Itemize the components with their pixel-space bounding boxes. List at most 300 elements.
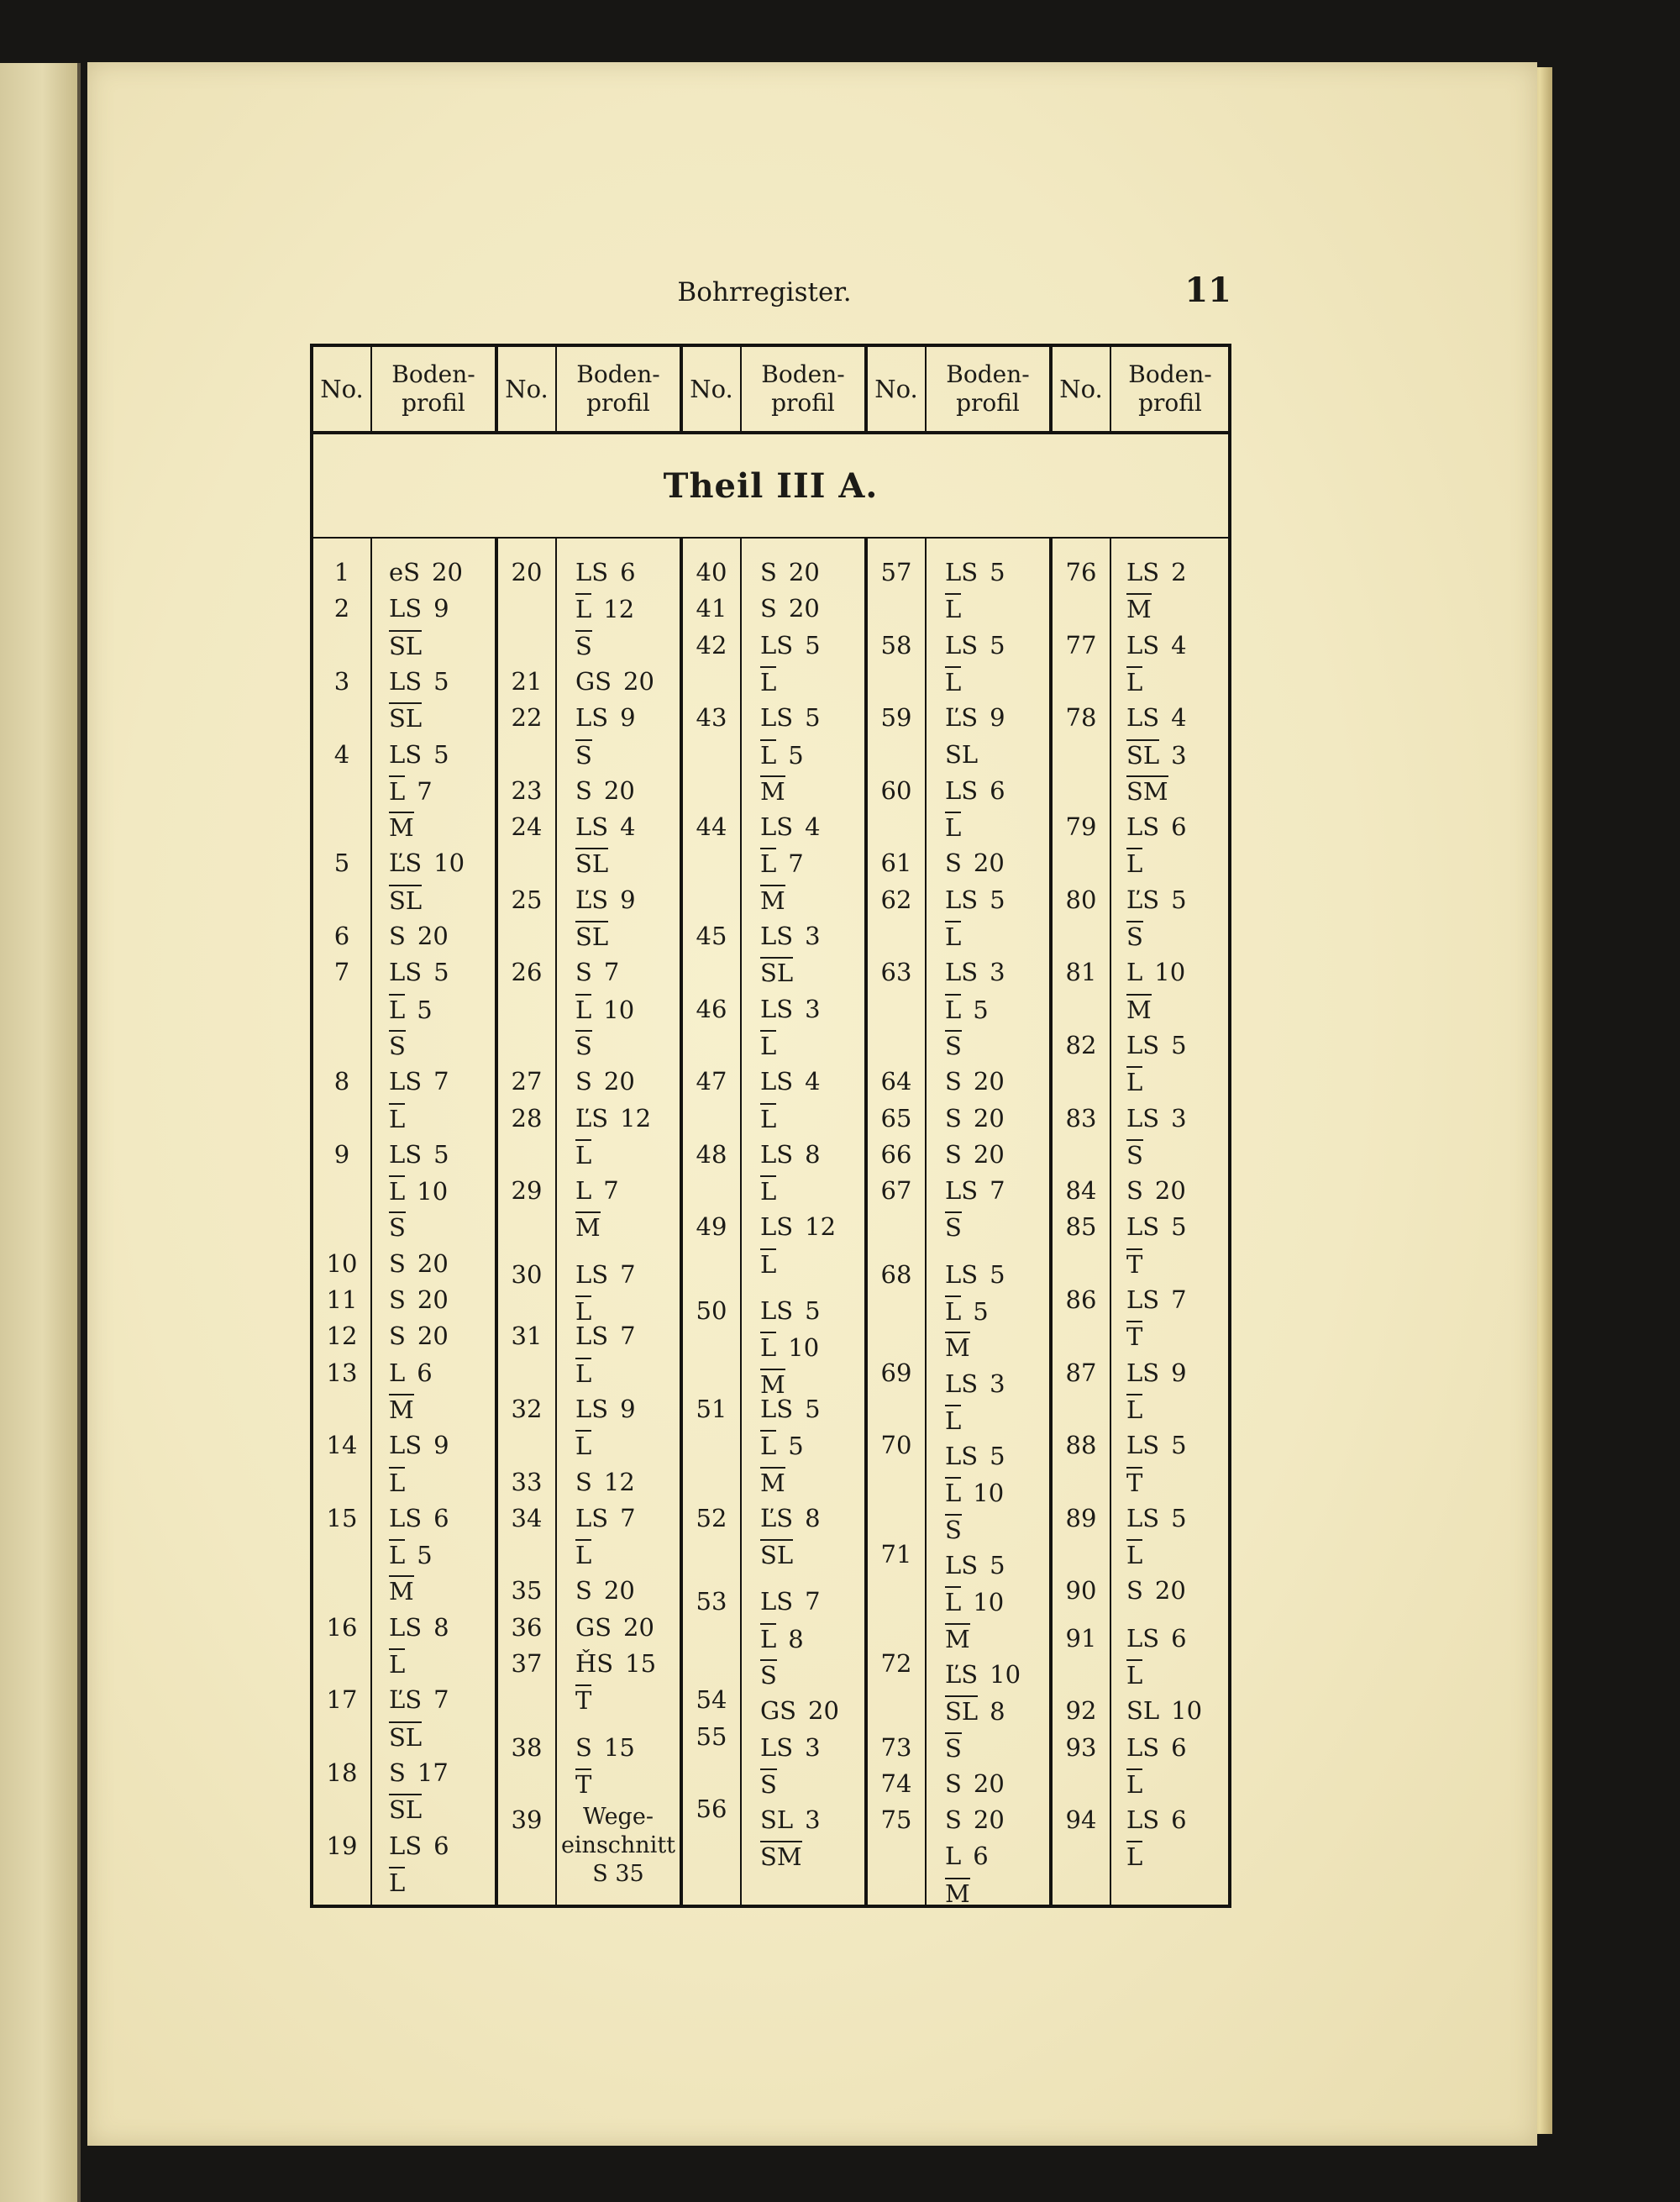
soil-profile-entry	[760, 1501, 821, 1535]
soil-profile-entry	[1126, 1537, 1142, 1571]
depth-value: 5	[990, 558, 1005, 586]
soil-type: LS	[1126, 703, 1160, 733]
soil-type: L	[945, 995, 962, 1024]
bore-number: 42	[696, 630, 727, 660]
header-no: No.	[320, 375, 364, 403]
soil-profile-entry	[389, 774, 433, 807]
bore-number: 10	[326, 1248, 358, 1278]
soil-type: L	[389, 776, 406, 806]
bore-number: 23	[511, 775, 543, 805]
bore-number: 25	[511, 885, 543, 914]
depth-value: 20	[973, 1103, 1005, 1133]
soil-profile-entry	[575, 1210, 601, 1243]
bore-number: 86	[1065, 1285, 1097, 1314]
soil-type: SL	[389, 704, 423, 733]
soil-profile-entry	[575, 810, 636, 843]
soil-profile-entry	[945, 1174, 1005, 1207]
bore-number: 73	[880, 1732, 912, 1762]
soil-type: S	[575, 775, 592, 805]
depth-value: 20	[1154, 1176, 1186, 1206]
soil-profile-entry	[760, 1658, 777, 1691]
depth-value: 20	[973, 849, 1005, 878]
soil-type: L	[1126, 849, 1143, 879]
soil-type: LS	[760, 1587, 794, 1616]
depth-value: 12	[620, 1103, 652, 1133]
soil-type: M	[760, 776, 785, 806]
soil-profile-entry	[389, 1356, 433, 1390]
depth-value: 7	[417, 776, 433, 806]
depth-value: 9	[433, 594, 449, 623]
soil-profile-entry	[945, 1403, 961, 1437]
soil-profile-entry	[945, 1439, 1005, 1473]
header-profile: Boden- profil	[391, 360, 475, 417]
soil-type: S	[389, 1285, 406, 1314]
soil-profile-entry	[1126, 701, 1187, 734]
depth-value: 20	[417, 922, 449, 950]
soil-type: L	[760, 1177, 777, 1206]
soil-profile-entry	[945, 1584, 1004, 1618]
bore-number: 77	[1065, 630, 1097, 660]
soil-profile-entry	[760, 738, 804, 771]
soil-profile-entry	[1126, 591, 1152, 625]
soil-profile-entry	[760, 774, 785, 807]
soil-profile-entry	[389, 1210, 406, 1243]
header-no: No.	[1059, 375, 1103, 403]
soil-type: ĽS	[575, 1103, 609, 1133]
soil-profile-entry	[389, 883, 422, 917]
soil-type: S	[945, 1768, 962, 1798]
soil-profile-entry	[760, 1330, 819, 1364]
soil-type: L	[575, 1140, 592, 1169]
soil-profile-entry	[389, 1319, 449, 1353]
depth-value: 15	[603, 1732, 635, 1762]
depth-value: 2	[1171, 558, 1187, 586]
soil-type: M	[945, 1879, 970, 1908]
soil-type: LS	[760, 1212, 794, 1242]
soil-profile-entry	[945, 883, 1005, 917]
bore-number: 81	[1065, 958, 1097, 987]
soil-type: L	[575, 1176, 592, 1206]
soil-type: LS	[945, 1259, 979, 1289]
bore-number: 14	[326, 1431, 358, 1460]
soil-profile-entry	[1126, 1694, 1202, 1727]
soil-type: LS	[1126, 630, 1160, 660]
soil-profile-entry	[1126, 919, 1143, 953]
cut-note	[557, 1803, 680, 1889]
soil-type: LS	[389, 594, 423, 623]
depth-value: 10	[973, 1588, 1005, 1617]
soil-profile-entry	[945, 555, 1005, 589]
depth-value: 6	[973, 1842, 989, 1871]
soil-profile-entry	[575, 1064, 635, 1098]
bore-number: 63	[880, 958, 912, 987]
bore-number: 4	[333, 739, 350, 769]
depth-value: 9	[990, 703, 1005, 733]
soil-type: LS	[945, 775, 979, 805]
depth-value: 5	[990, 1259, 1005, 1289]
depth-value: 20	[417, 1248, 449, 1278]
soil-profile-entry	[945, 774, 1005, 807]
soil-type: T	[575, 1769, 592, 1799]
soil-type: ĽS	[575, 885, 609, 914]
soil-type: L	[945, 1842, 962, 1871]
bore-number: 18	[326, 1758, 358, 1787]
soil-profile-entry	[945, 1512, 962, 1546]
soil-profile-entry	[945, 1367, 1005, 1401]
bore-number: 16	[326, 1612, 358, 1642]
soil-profile-entry	[575, 883, 636, 917]
soil-profile-entry	[575, 1101, 651, 1135]
depth-value: 20	[1154, 1576, 1186, 1606]
soil-profile-entry	[389, 1501, 449, 1535]
soil-profile-entry	[1126, 1465, 1142, 1499]
depth-value: 5	[805, 630, 821, 660]
depth-value: 20	[623, 1612, 654, 1642]
soil-profile-entry	[760, 1428, 804, 1462]
soil-type: LS	[389, 958, 423, 987]
soil-type: SL	[575, 849, 609, 879]
depth-value: 7	[620, 1503, 636, 1532]
depth-value: 5	[805, 1394, 821, 1423]
soil-profile-entry	[389, 992, 433, 1026]
soil-type: L	[760, 1249, 777, 1279]
bore-number: 94	[1065, 1805, 1097, 1835]
bore-number: 54	[696, 1685, 727, 1715]
depth-value: 8	[788, 1624, 804, 1653]
soil-profile-entry	[945, 1294, 989, 1327]
soil-profile-entry	[945, 1548, 1005, 1582]
soil-type: LS	[575, 812, 609, 842]
soil-profile-entry	[945, 1330, 970, 1364]
soil-profile-entry	[389, 1829, 449, 1863]
soil-profile-entry	[945, 701, 1005, 734]
soil-type: S	[575, 631, 592, 660]
soil-type: L	[575, 1541, 592, 1570]
soil-type: S	[1126, 1576, 1143, 1606]
soil-profile-entry	[945, 1839, 989, 1873]
depth-value: 10	[1171, 1696, 1203, 1726]
soil-type: SL	[389, 631, 423, 660]
bore-number: 22	[511, 703, 543, 733]
soil-type: L	[760, 667, 777, 696]
soil-type: M	[1126, 995, 1152, 1024]
soil-profile-entry	[389, 1138, 449, 1171]
soil-type: SL	[945, 739, 979, 769]
bore-number: 50	[696, 1295, 727, 1325]
soil-type: M	[389, 1577, 414, 1606]
soil-profile-entry	[1126, 846, 1142, 880]
soil-profile-entry	[1126, 1138, 1143, 1171]
running-head: Bohrregister.	[677, 277, 852, 307]
depth-value: 10	[788, 1333, 820, 1363]
soil-profile-entry	[1126, 1283, 1187, 1316]
soil-type: LS	[1126, 1503, 1160, 1532]
soil-profile-entry	[389, 1865, 405, 1899]
soil-type: LS	[945, 630, 979, 660]
soil-profile-entry	[575, 1611, 654, 1644]
soil-profile-entry	[945, 810, 961, 843]
soil-type: L	[389, 1358, 406, 1387]
bore-number: 87	[1065, 1358, 1097, 1387]
soil-type: L	[945, 1296, 962, 1326]
soil-type: LS	[389, 1503, 423, 1532]
soil-type: SM	[1126, 776, 1168, 806]
soil-type: LS	[760, 1394, 794, 1423]
soil-profile-entry	[945, 1064, 1005, 1098]
bore-number: 6	[333, 922, 350, 950]
soil-profile-entry	[389, 591, 449, 625]
soil-type: L	[945, 1406, 962, 1435]
header-profile: Boden- profil	[946, 360, 1030, 417]
bore-number: 69	[880, 1358, 912, 1387]
soil-type: L	[389, 1468, 406, 1497]
depth-value: 6	[433, 1503, 449, 1532]
bore-number: 64	[880, 1067, 912, 1096]
bore-number: 43	[696, 703, 727, 733]
soil-type: SL	[389, 1722, 423, 1752]
soil-profile-entry	[389, 628, 422, 662]
soil-profile-entry	[389, 1174, 448, 1207]
depth-value: 5	[990, 1551, 1005, 1580]
soil-type: L	[575, 595, 592, 624]
soil-type: LS	[1126, 1030, 1160, 1059]
depth-value: 10	[973, 1479, 1005, 1508]
soil-type: L	[945, 1588, 962, 1617]
depth-value: 20	[623, 666, 654, 696]
header-profile: Boden- profil	[761, 360, 845, 417]
soil-profile-entry	[575, 1731, 635, 1764]
depth-value: 5	[1171, 1030, 1187, 1059]
soil-type: LS	[575, 1259, 609, 1289]
depth-value: 17	[417, 1758, 449, 1787]
soil-profile-entry	[760, 1101, 776, 1135]
depth-value: 3	[805, 1805, 821, 1835]
soil-type: S	[389, 922, 406, 950]
depth-value: 5	[1171, 1503, 1187, 1532]
soil-profile-entry	[1126, 1028, 1187, 1062]
soil-profile-entry	[1126, 1064, 1142, 1098]
depth-value: 7	[433, 1685, 449, 1715]
soil-type: SL	[389, 886, 423, 915]
soil-profile-entry	[1126, 738, 1187, 771]
soil-type: S	[760, 1769, 777, 1799]
soil-profile-entry	[760, 1174, 776, 1207]
soil-type: M	[760, 1468, 785, 1497]
bore-number: 47	[696, 1067, 727, 1096]
bore-number: 26	[511, 958, 543, 987]
soil-type: L	[1126, 1395, 1143, 1424]
depth-value: 10	[1154, 958, 1186, 987]
soil-type: ĽS	[945, 1659, 979, 1689]
soil-type: LS	[760, 1139, 794, 1169]
soil-type: LS	[1126, 1732, 1160, 1762]
bore-number: 91	[1065, 1623, 1097, 1653]
soil-type: LS	[389, 1831, 423, 1860]
soil-profile-entry	[1126, 1247, 1142, 1280]
soil-type: S	[945, 1733, 962, 1763]
soil-profile-entry	[389, 1683, 449, 1716]
depth-value: 6	[433, 1831, 449, 1860]
bore-number: 29	[511, 1176, 543, 1206]
depth-value: 5	[990, 1442, 1005, 1471]
soil-type: S	[945, 1103, 962, 1133]
depth-value: 15	[625, 1649, 657, 1678]
depth-value: 10	[433, 849, 465, 878]
bore-number: 44	[696, 812, 727, 842]
soil-profile-entry	[760, 846, 804, 880]
bore-number: 51	[696, 1394, 727, 1423]
bore-register-table	[310, 344, 1231, 1908]
soil-type: LS	[1126, 1805, 1160, 1835]
soil-profile-entry	[945, 1694, 1005, 1727]
soil-profile-entry	[1126, 774, 1168, 807]
soil-profile-entry	[760, 1767, 777, 1800]
soil-type: M	[389, 1395, 414, 1424]
soil-profile-entry	[1126, 1428, 1187, 1462]
soil-type: T	[1126, 1322, 1143, 1352]
bore-number: 34	[511, 1503, 543, 1532]
depth-value: 5	[433, 958, 449, 987]
depth-value: 7	[603, 958, 620, 987]
soil-type: GS	[575, 666, 612, 696]
depth-value: 8	[990, 1697, 1005, 1726]
soil-profile-entry	[389, 1392, 414, 1426]
soil-type: LS	[945, 885, 979, 914]
bore-number: 35	[511, 1576, 543, 1606]
soil-profile-entry	[1126, 1101, 1187, 1135]
soil-type: T	[1126, 1468, 1143, 1497]
soil-profile-entry	[760, 1731, 821, 1764]
soil-profile-entry	[760, 628, 821, 662]
bore-number: 33	[511, 1467, 543, 1496]
soil-profile-entry	[575, 992, 634, 1026]
soil-profile-entry	[760, 1694, 839, 1727]
soil-type: S	[945, 1805, 962, 1835]
soil-type: LS	[1126, 1212, 1160, 1242]
soil-type: SL	[575, 922, 609, 951]
soil-type: LS	[945, 1442, 979, 1471]
soil-type: LS	[945, 1551, 979, 1580]
soil-profile-entry	[945, 846, 1005, 880]
soil-type: ĽS	[945, 703, 979, 733]
soil-type: S	[575, 1576, 592, 1606]
soil-profile-entry	[760, 701, 821, 734]
soil-type: L	[389, 1541, 406, 1570]
soil-profile-entry	[1126, 628, 1187, 662]
depth-value: 5	[417, 995, 433, 1024]
soil-profile-entry	[1126, 1767, 1142, 1800]
bore-number: 13	[326, 1358, 358, 1387]
soil-profile-entry	[1126, 1319, 1142, 1353]
soil-profile-entry	[945, 992, 989, 1026]
soil-profile-entry	[389, 1756, 449, 1789]
left-page-edge	[0, 63, 81, 2202]
bore-number: 7	[333, 958, 350, 987]
soil-profile-entry	[389, 1428, 449, 1462]
soil-profile-entry	[575, 846, 608, 880]
soil-profile-entry	[389, 1465, 405, 1499]
depth-value: 5	[1171, 1431, 1187, 1460]
bore-number: 8	[333, 1067, 350, 1096]
soil-type: L	[389, 995, 406, 1024]
soil-type: L	[389, 1177, 406, 1206]
soil-profile-entry	[389, 1574, 414, 1607]
depth-value: 9	[1171, 1358, 1187, 1387]
soil-profile-entry	[760, 1803, 821, 1837]
bore-number: 49	[696, 1212, 727, 1242]
soil-type: L	[760, 849, 777, 879]
soil-type: SL	[760, 959, 794, 988]
soil-type: L	[575, 1359, 592, 1388]
soil-type: SL	[389, 1795, 423, 1825]
soil-profile-entry	[575, 628, 592, 662]
bore-number: 72	[880, 1649, 912, 1678]
soil-type: S	[945, 1213, 962, 1243]
soil-type: S	[945, 1139, 962, 1169]
soil-type: GS	[760, 1696, 797, 1726]
soil-type: eS	[389, 558, 421, 586]
bore-number: 20	[511, 558, 543, 586]
soil-type: M	[760, 886, 785, 915]
soil-profile-entry	[575, 919, 608, 953]
soil-profile-entry	[389, 1064, 449, 1098]
depth-value: 9	[433, 1431, 449, 1460]
soil-profile-entry	[575, 1319, 636, 1353]
depth-value: 20	[973, 1067, 1005, 1096]
soil-profile-entry	[575, 1428, 591, 1462]
depth-value: 7	[620, 1259, 636, 1289]
depth-value: 5	[990, 630, 1005, 660]
depth-value: 20	[788, 558, 820, 586]
bore-number: 75	[880, 1805, 912, 1835]
depth-value: 5	[805, 1295, 821, 1325]
bore-number: 71	[880, 1540, 912, 1569]
soil-type: LS	[389, 1067, 423, 1096]
soil-type: S	[1126, 1176, 1143, 1206]
soil-profile-entry	[575, 1258, 636, 1291]
bore-number: 76	[1065, 558, 1097, 586]
bore-number: 66	[880, 1139, 912, 1169]
depth-value: 3	[1171, 1103, 1187, 1133]
soil-profile-entry	[575, 591, 634, 625]
soil-profile-entry	[575, 774, 635, 807]
soil-profile-entry	[1126, 1658, 1142, 1691]
depth-value: 10	[990, 1659, 1021, 1689]
depth-value: 20	[973, 1805, 1005, 1835]
depth-value: 7	[603, 1176, 619, 1206]
soil-type: L	[760, 1031, 777, 1060]
depth-value: 4	[805, 1067, 821, 1096]
depth-value: 5	[1171, 885, 1187, 914]
bore-number: 2	[333, 594, 350, 623]
soil-type: LS	[760, 1732, 794, 1762]
soil-type: L	[1126, 1541, 1143, 1570]
soil-type: LS	[1126, 1103, 1160, 1133]
header-profile: Boden- profil	[1128, 360, 1212, 417]
bore-number: 21	[511, 666, 543, 696]
soil-type: LS	[389, 739, 423, 769]
soil-type: LS	[945, 1369, 979, 1398]
soil-type: L	[389, 1868, 406, 1897]
soil-type: L	[575, 1432, 592, 1461]
soil-profile-entry	[389, 1101, 405, 1135]
soil-profile-entry	[575, 1574, 635, 1607]
soil-profile-entry	[1126, 810, 1187, 843]
soil-profile-entry	[575, 1028, 592, 1062]
soil-profile-entry	[760, 1537, 793, 1571]
soil-profile-entry	[1126, 1174, 1186, 1207]
soil-profile-entry	[1126, 992, 1152, 1026]
